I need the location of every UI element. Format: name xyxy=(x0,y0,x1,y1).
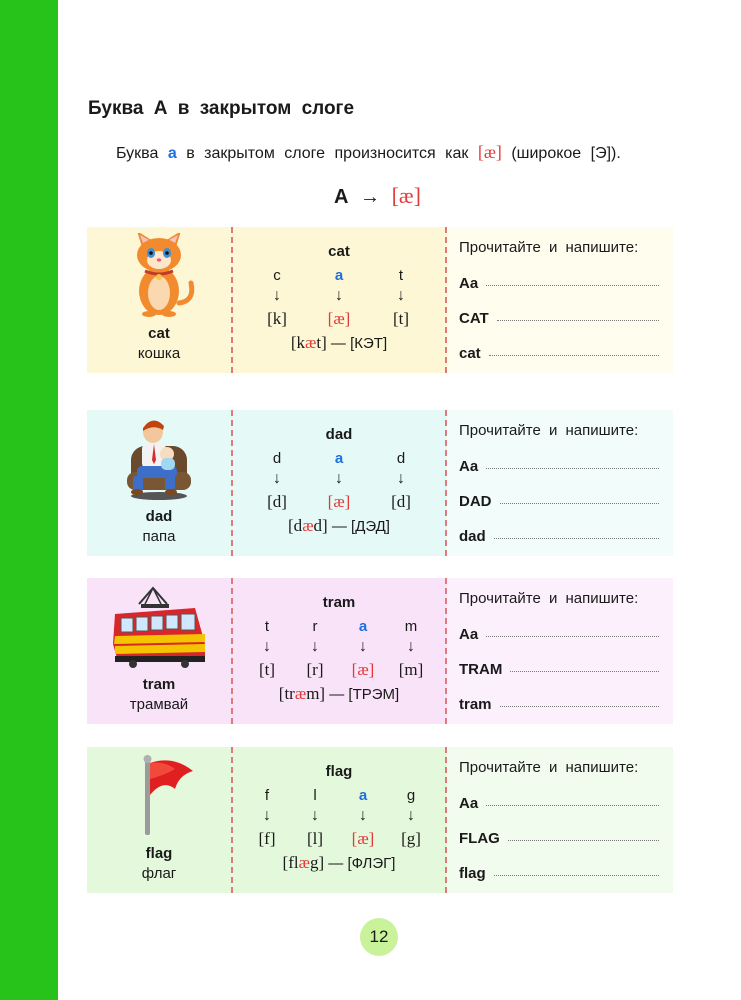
transcription-russian: — [ТРЭМ] xyxy=(325,686,400,703)
writing-line[interactable] xyxy=(459,795,659,812)
rule-letter: A xyxy=(334,186,349,208)
letter: d xyxy=(272,450,282,467)
sound: [t] xyxy=(258,660,276,679)
down-arrow-icon: ↓ xyxy=(311,638,319,655)
sound: [g] xyxy=(401,829,421,848)
writing-line[interactable] xyxy=(459,345,659,362)
transcription-start: [tr xyxy=(278,684,295,703)
writing-line[interactable] xyxy=(459,528,659,545)
down-arrow-icon: ↓ xyxy=(407,807,415,824)
writing-sample: Aa xyxy=(459,458,479,475)
transcription xyxy=(233,333,445,353)
picture-column xyxy=(87,578,231,724)
transcription-vowel: æ xyxy=(298,853,310,872)
transcription-russian: — [КЭТ] xyxy=(326,335,388,352)
dotted-line xyxy=(500,503,660,504)
down-arrow-icon: ↓ xyxy=(359,638,367,655)
transcription-start: [k xyxy=(290,333,306,352)
word-card-cat xyxy=(87,227,673,373)
letter: m xyxy=(404,618,418,635)
dotted-line xyxy=(494,875,659,876)
writing-sample: Aa xyxy=(459,626,479,643)
sound: [t] xyxy=(392,309,410,328)
phonics-word: flag xyxy=(325,763,353,780)
writing-sample: CAT xyxy=(459,310,489,327)
sound-highlighted: [æ] xyxy=(351,660,375,679)
sound: [r] xyxy=(306,660,324,679)
down-arrow-icon: ↓ xyxy=(273,287,281,304)
sound: [f] xyxy=(258,829,276,848)
writing-column xyxy=(447,578,673,724)
down-arrow-icon: ↓ xyxy=(263,807,271,824)
dotted-line xyxy=(486,468,659,469)
writing-sample: Aa xyxy=(459,795,479,812)
dotted-line xyxy=(500,706,659,707)
writing-line[interactable] xyxy=(459,696,659,713)
letter-highlighted: a xyxy=(334,450,344,467)
word-russian: флаг xyxy=(141,865,177,882)
letter-highlighted: a xyxy=(358,618,368,635)
writing-sample: FLAG xyxy=(459,830,500,847)
writing-column xyxy=(447,410,673,556)
arrows-row xyxy=(233,287,445,305)
intro-part3: (широкое [Э]). xyxy=(511,145,621,162)
sound-highlighted: [æ] xyxy=(327,309,351,328)
green-side-bar xyxy=(0,0,58,1000)
sound: [d] xyxy=(391,492,411,511)
tram-illustration xyxy=(109,584,209,668)
word-card-tram xyxy=(87,578,673,724)
page-number: 12 xyxy=(360,918,398,956)
rule-sound: [æ] xyxy=(391,183,421,208)
down-arrow-icon: ↓ xyxy=(359,807,367,824)
writing-column xyxy=(447,227,673,373)
sound-highlighted: [æ] xyxy=(351,829,375,848)
transcription-vowel: æ xyxy=(305,333,317,352)
transcription xyxy=(233,684,445,704)
down-arrow-icon: ↓ xyxy=(397,470,405,487)
transcription xyxy=(233,853,445,873)
word-english: cat xyxy=(148,325,170,342)
kitten-illustration xyxy=(109,233,209,317)
phonics-column xyxy=(231,578,447,724)
intro-letter: a xyxy=(167,145,177,162)
dotted-line xyxy=(508,840,659,841)
writing-line[interactable] xyxy=(459,310,659,327)
writing-line[interactable] xyxy=(459,493,659,510)
writing-line[interactable] xyxy=(459,661,659,678)
letter: g xyxy=(406,787,416,804)
sound-highlighted: [æ] xyxy=(327,492,351,511)
transcription-end: m] xyxy=(306,684,326,703)
transcription-end: g] xyxy=(309,853,325,872)
writing-line[interactable] xyxy=(459,865,659,882)
writing-line[interactable] xyxy=(459,275,659,292)
sound: [l] xyxy=(306,829,324,848)
writing-sample: TRAM xyxy=(459,661,503,678)
word-russian: кошка xyxy=(137,345,181,362)
down-arrow-icon: ↓ xyxy=(407,638,415,655)
transcription-vowel: æ xyxy=(302,516,314,535)
sound: [k] xyxy=(267,309,287,328)
down-arrow-icon: ↓ xyxy=(335,470,343,487)
picture-column xyxy=(87,227,231,373)
writing-sample: flag xyxy=(459,865,486,882)
arrows-row xyxy=(233,470,445,488)
phonics-word: tram xyxy=(322,594,356,611)
phonics-column xyxy=(231,747,447,893)
letter: t xyxy=(398,267,404,284)
down-arrow-icon: ↓ xyxy=(273,470,281,487)
sounds-row xyxy=(233,492,445,512)
writing-line[interactable] xyxy=(459,830,659,847)
letter: r xyxy=(312,618,318,635)
down-arrow-icon: ↓ xyxy=(311,807,319,824)
phonics-word: dad xyxy=(325,426,353,443)
page-title: Буква А в закрытом слоге xyxy=(88,98,355,119)
sounds-row xyxy=(233,829,445,849)
intro-part1: Буква xyxy=(116,145,159,162)
writing-column xyxy=(447,747,673,893)
word-russian: трамвай xyxy=(129,696,189,713)
down-arrow-icon: ↓ xyxy=(397,287,405,304)
transcription-start: [d xyxy=(288,516,303,535)
intro-part2: в закрытом слоге произносится как xyxy=(186,145,469,162)
down-arrow-icon: ↓ xyxy=(263,638,271,655)
letter: f xyxy=(264,787,270,804)
letters-row xyxy=(233,267,445,284)
transcription xyxy=(233,516,445,536)
transcription-russian: — [ФЛЭГ] xyxy=(324,855,396,872)
transcription-start: [fl xyxy=(282,853,299,872)
letters-row xyxy=(233,450,445,467)
dotted-line xyxy=(497,320,659,321)
sounds-row xyxy=(233,309,445,329)
word-english: flag xyxy=(145,845,173,862)
picture-column xyxy=(87,410,231,556)
transcription-end: t] xyxy=(316,333,327,352)
dotted-line xyxy=(486,805,659,806)
intro-sound: [æ] xyxy=(477,142,502,162)
down-arrow-icon: ↓ xyxy=(335,287,343,304)
letter-highlighted: a xyxy=(334,267,344,284)
arrows-row xyxy=(233,807,445,825)
writing-prompt: Прочитайте и напишите: xyxy=(459,239,639,256)
letter: d xyxy=(396,450,406,467)
writing-line[interactable] xyxy=(459,626,659,643)
word-english: tram xyxy=(142,676,176,693)
word-card-dad xyxy=(87,410,673,556)
letters-row xyxy=(233,787,445,804)
transcription-vowel: æ xyxy=(294,684,307,703)
transcription-russian: — [ДЭД] xyxy=(327,518,390,535)
rule-arrow: → xyxy=(360,186,381,208)
phonics-word: cat xyxy=(328,243,350,260)
sound: [m] xyxy=(398,660,424,679)
dotted-line xyxy=(510,671,659,672)
writing-line[interactable] xyxy=(459,458,659,475)
word-card-flag xyxy=(87,747,673,893)
picture-column xyxy=(87,747,231,893)
letter: c xyxy=(273,267,281,284)
writing-prompt: Прочитайте и напишите: xyxy=(459,759,639,776)
writing-prompt: Прочитайте и напишите: xyxy=(459,590,639,607)
letter: l xyxy=(313,787,317,804)
sounds-row xyxy=(233,660,445,680)
letter: t xyxy=(264,618,270,635)
transcription-end: d] xyxy=(313,516,328,535)
writing-sample: cat xyxy=(459,345,481,362)
phonics-column xyxy=(231,227,447,373)
dotted-line xyxy=(489,355,659,356)
writing-sample: Aa xyxy=(459,275,479,292)
word-russian: папа xyxy=(142,528,176,545)
writing-prompt: Прочитайте и напишите: xyxy=(459,422,639,439)
dotted-line xyxy=(486,285,659,286)
dad-with-baby-illustration xyxy=(109,416,209,500)
letters-row xyxy=(233,618,445,635)
writing-sample: tram xyxy=(459,696,492,713)
phonics-column xyxy=(231,410,447,556)
rule-line xyxy=(334,183,421,209)
sound: [d] xyxy=(267,492,287,511)
red-flag-illustration xyxy=(109,753,209,837)
intro-text xyxy=(116,142,621,163)
dotted-line xyxy=(494,538,659,539)
word-english: dad xyxy=(145,508,173,525)
arrows-row xyxy=(233,638,445,656)
writing-sample: dad xyxy=(459,528,486,545)
writing-sample: DAD xyxy=(459,493,492,510)
letter-highlighted: a xyxy=(358,787,368,804)
dotted-line xyxy=(486,636,659,637)
